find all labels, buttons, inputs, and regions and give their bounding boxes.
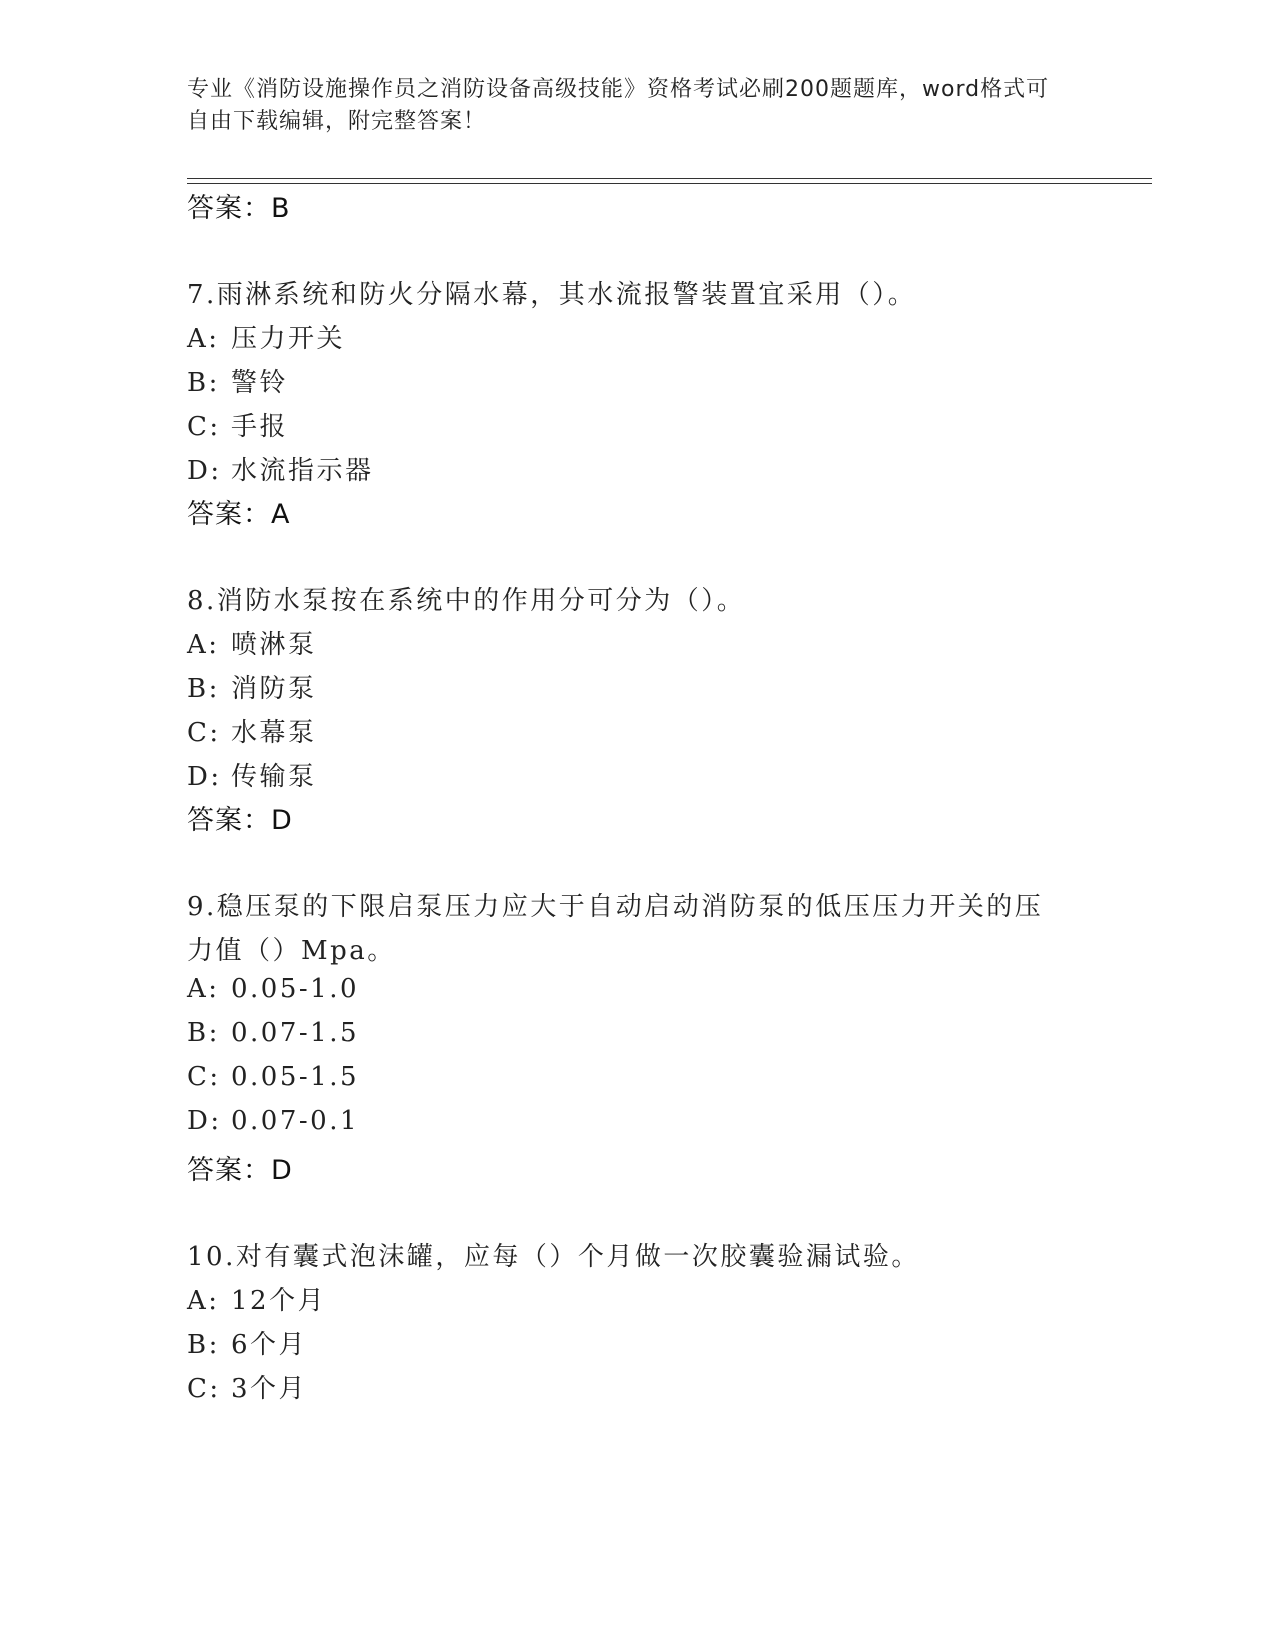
option-a xyxy=(187,1280,326,1317)
option-letter: C: xyxy=(187,1062,221,1092)
document-header: 专业《消防设施操作员之消防设备高级技能》资格考试必刷200题题库，word格式可自由下载编辑，附完整答案！ xyxy=(187,77,1050,134)
answer-label: 答案：D xyxy=(187,805,293,836)
option-d xyxy=(187,756,317,793)
option-letter: C: xyxy=(187,718,221,748)
answer-label: 答案：A xyxy=(187,499,291,530)
option-text: 0.07-1.5 xyxy=(231,1018,360,1048)
option-text: 6个月 xyxy=(231,1330,308,1360)
option-letter: B: xyxy=(187,674,220,704)
question-stem-line1: 9.稳压泵的下限启泵压力应大于自动启动消防泵的低压压力开关的压 xyxy=(187,892,1044,922)
option-letter: D: xyxy=(187,456,222,486)
option-text: 水流指示器 xyxy=(231,456,374,486)
option-letter: A: xyxy=(187,630,220,660)
option-text: 手报 xyxy=(231,412,289,442)
option-text: 3个月 xyxy=(231,1374,308,1404)
option-text: 压力开关 xyxy=(231,324,346,354)
option-letter: B: xyxy=(187,368,220,398)
question-stem: 10.对有囊式泡沫罐，应每（）个月做一次胶囊验漏试验。 xyxy=(187,1242,920,1272)
option-letter: C: xyxy=(187,1374,221,1404)
option-b xyxy=(187,362,288,399)
option-text: 喷淋泵 xyxy=(231,630,317,660)
option-letter: D: xyxy=(187,1106,222,1136)
answer-label: 答案：D xyxy=(187,1155,293,1186)
question-stem: 7.雨淋系统和防火分隔水幕，其水流报警装置宜采用（）。 xyxy=(187,280,917,310)
option-letter: A: xyxy=(187,324,220,354)
option-letter: D: xyxy=(187,762,222,792)
option-a xyxy=(187,624,317,661)
option-text: 传输泵 xyxy=(231,762,317,792)
question-stem-line2: 力值（）Mpa。 xyxy=(187,936,396,966)
option-d xyxy=(187,450,374,487)
option-text: 水幕泵 xyxy=(231,718,317,748)
option-letter: B: xyxy=(187,1330,220,1360)
answer-label: 答案：B xyxy=(187,193,291,224)
option-c xyxy=(187,1368,307,1405)
option-b xyxy=(187,1324,307,1361)
option-text: 0.07-0.1 xyxy=(231,1106,360,1136)
option-text: 0.05-1.0 xyxy=(231,974,360,1004)
option-text: 警铃 xyxy=(231,368,289,398)
option-letter: A: xyxy=(187,1286,220,1316)
option-letter: B: xyxy=(187,1018,220,1048)
option-letter: A: xyxy=(187,974,220,1004)
option-b xyxy=(187,668,317,705)
question-stem: 8.消防水泵按在系统中的作用分可分为（）。 xyxy=(187,586,746,616)
option-c xyxy=(187,712,317,749)
option-letter: C: xyxy=(187,412,221,442)
option-c xyxy=(187,1062,359,1092)
option-text: 消防泵 xyxy=(231,674,317,704)
option-b xyxy=(187,1018,359,1048)
option-a xyxy=(187,318,345,355)
option-a xyxy=(187,974,359,1004)
header-rule-bottom xyxy=(187,183,1152,184)
header-rule-top xyxy=(187,178,1152,179)
option-c xyxy=(187,406,288,443)
option-text: 0.05-1.5 xyxy=(231,1062,360,1092)
option-d xyxy=(187,1106,359,1136)
option-text: 12个月 xyxy=(231,1286,327,1316)
